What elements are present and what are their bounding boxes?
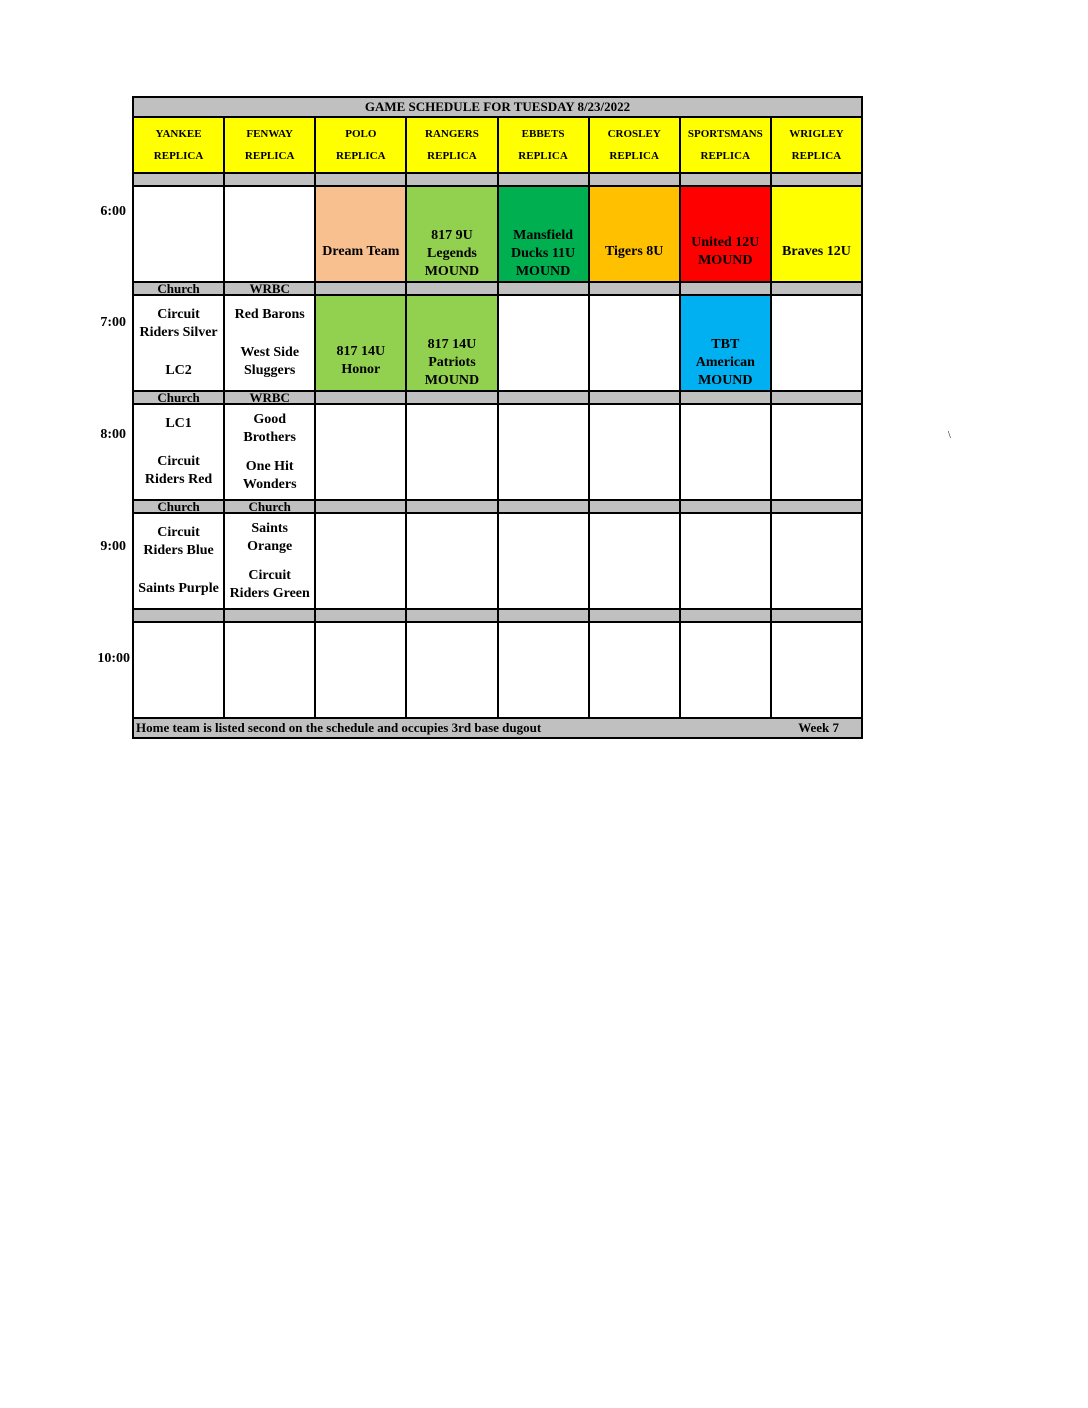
field-note-row-700 [133, 282, 862, 295]
slot-cell [406, 404, 497, 500]
slot-cell [589, 295, 680, 391]
stray-mark: \ [948, 430, 951, 441]
slot-cell-tigers: Tigers 8U [589, 186, 680, 282]
slot-cell [589, 404, 680, 500]
slot-cell-tbt-american: TBT American MOUND [680, 295, 771, 391]
slot-cell [315, 513, 406, 609]
field-note: WRBC [224, 391, 315, 404]
field-header-crosley: CROSLEY REPLICA [589, 117, 680, 173]
slot-row-1000 [133, 622, 862, 718]
slot-cell-fenway-700: Red Barons West Side Sluggers [224, 295, 315, 391]
field-header-sportsmans: SPORTSMANS REPLICA [680, 117, 771, 173]
spacer-row [133, 609, 862, 622]
slot-cell [315, 622, 406, 718]
field-header-fenway: FENWAY REPLICA [224, 117, 315, 173]
slot-cell [498, 404, 589, 500]
spacer-row [133, 173, 862, 186]
slot-cell [771, 513, 862, 609]
field-note: WRBC [224, 282, 315, 295]
slot-cell-ducks: Mansfield Ducks 11U MOUND [498, 186, 589, 282]
field-note-row-800 [133, 391, 862, 404]
slot-cell [589, 513, 680, 609]
field-header-wrigley: WRIGLEY REPLICA [771, 117, 862, 173]
slot-cell [771, 622, 862, 718]
slot-cell [498, 295, 589, 391]
slot-cell-fenway-900: Saints Orange Circuit Riders Green [224, 513, 315, 609]
field-note-row-900 [133, 500, 862, 513]
schedule-title: GAME SCHEDULE FOR TUESDAY 8/23/2022 [133, 97, 862, 117]
slot-cell [315, 404, 406, 500]
slot-cell [224, 622, 315, 718]
slot-cell-honor: 817 14U Honor [315, 295, 406, 391]
field-header-ebbets: EBBETS REPLICA [498, 117, 589, 173]
schedule-footer [133, 718, 862, 738]
slot-cell [771, 404, 862, 500]
slot-cell [133, 622, 224, 718]
field-header-yankee: YANKEE REPLICA [133, 117, 224, 173]
time-label-1000: 10:00 [97, 651, 130, 666]
field-header-rangers: RANGERS REPLICA [406, 117, 497, 173]
time-label-600: 6:00 [100, 204, 126, 219]
field-note: Church [133, 282, 224, 295]
schedule-sheet [132, 96, 863, 739]
field-note: Church [133, 391, 224, 404]
slot-cell [406, 513, 497, 609]
slot-cell [680, 404, 771, 500]
home-team-note: Home team is listed second on the schedule and occupies 3rd base dugout [136, 720, 542, 735]
field-header-polo: POLO REPLICA [315, 117, 406, 173]
slot-cell-united: United 12U MOUND [680, 186, 771, 282]
slot-cell [498, 513, 589, 609]
slot-cell [680, 622, 771, 718]
slot-cell-fenway-800: Good Brothers One Hit Wonders [224, 404, 315, 500]
slot-cell [498, 622, 589, 718]
time-label-900: 9:00 [100, 539, 126, 554]
slot-row-700 [133, 295, 862, 391]
field-note: Church [224, 500, 315, 513]
slot-cell-dream-team: Dream Team [315, 186, 406, 282]
slot-cell-yankee-700: Circuit Riders Silver LC2 [133, 295, 224, 391]
schedule-table [132, 96, 863, 739]
time-label-700: 7:00 [100, 315, 126, 330]
week-label: Week 7 [798, 720, 839, 735]
field-note: Church [133, 500, 224, 513]
slot-cell [224, 186, 315, 282]
slot-row-600 [133, 186, 862, 282]
slot-cell-patriots: 817 14U Patriots MOUND [406, 295, 497, 391]
slot-cell [133, 186, 224, 282]
slot-row-800 [133, 404, 862, 500]
slot-cell [680, 513, 771, 609]
time-label-800: 8:00 [100, 427, 126, 442]
slot-cell [771, 295, 862, 391]
slot-cell-yankee-800: LC1 Circuit Riders Red [133, 404, 224, 500]
slot-cell-yankee-900: Circuit Riders Blue Saints Purple [133, 513, 224, 609]
slot-cell-legends: 817 9U Legends MOUND [406, 186, 497, 282]
slot-cell [589, 622, 680, 718]
slot-cell-braves: Braves 12U [771, 186, 862, 282]
slot-row-900 [133, 513, 862, 609]
slot-cell [406, 622, 497, 718]
